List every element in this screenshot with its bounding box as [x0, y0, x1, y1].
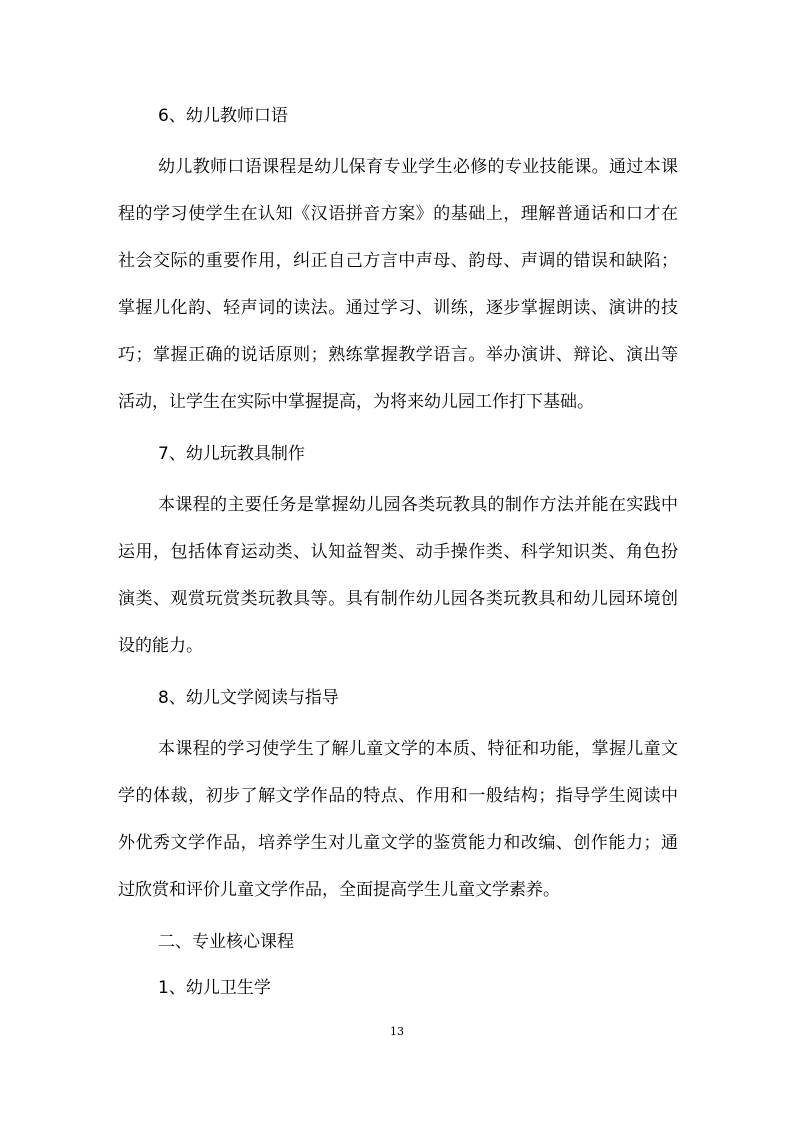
section-two-heading: 二、专业核心课程	[158, 932, 294, 952]
section-paragraph-teacher-speech: 幼儿教师口语课程是幼儿保育专业学生必修的专业技能课。通过本课程的学习使学生在认知《汉语拼音方案》的基础上，理解普通话和口才在社会交际的重要作用，纠正自己方言中声母、韵母、声调的错误和缺陷；掌握儿化韵、轻声词的读法。通过学习、训练，逐步掌握朗读、演讲的技巧；掌握正确的说话原则；熟练掌握教学语言。举办演讲、辩论、演出等活动，让学生在实际中掌握提高，为将来幼儿园工作打下基础。	[118, 157, 678, 412]
section-heading-children-literature: 8、幼儿文学阅读与指导	[158, 688, 339, 708]
section-paragraph-children-literature: 本课程的学习使学生了解儿童文学的本质、特征和功能，掌握儿童文学的体裁，初步了解文学作品的特点、作用和一般结构；指导学生阅读中外优秀文学作品，培养学生对儿童文学的鉴赏能力和改编、创作能力；通过欣赏和评价儿童文学作品，全面提高学生儿童文学素养。	[118, 739, 678, 900]
document-body	[118, 98, 678, 1016]
section-heading-teacher-speech: 6、幼儿教师口语	[158, 106, 288, 126]
section-paragraph-toy-making: 本课程的主要任务是掌握幼儿园各类玩教具的制作方法并能在实践中运用，包括体育运动类、认知益智类、动手操作类、科学知识类、角色扮演类、观赏玩赏类玩教具等。具有制作幼儿园各类玩教具和幼儿园环境创设的能力。	[118, 495, 678, 656]
subsection-heading-hygiene: 1、幼儿卫生学	[158, 978, 271, 998]
page-number: 13	[390, 1025, 404, 1038]
section-heading-toy-making: 7、幼儿玩教具制作	[158, 444, 305, 464]
